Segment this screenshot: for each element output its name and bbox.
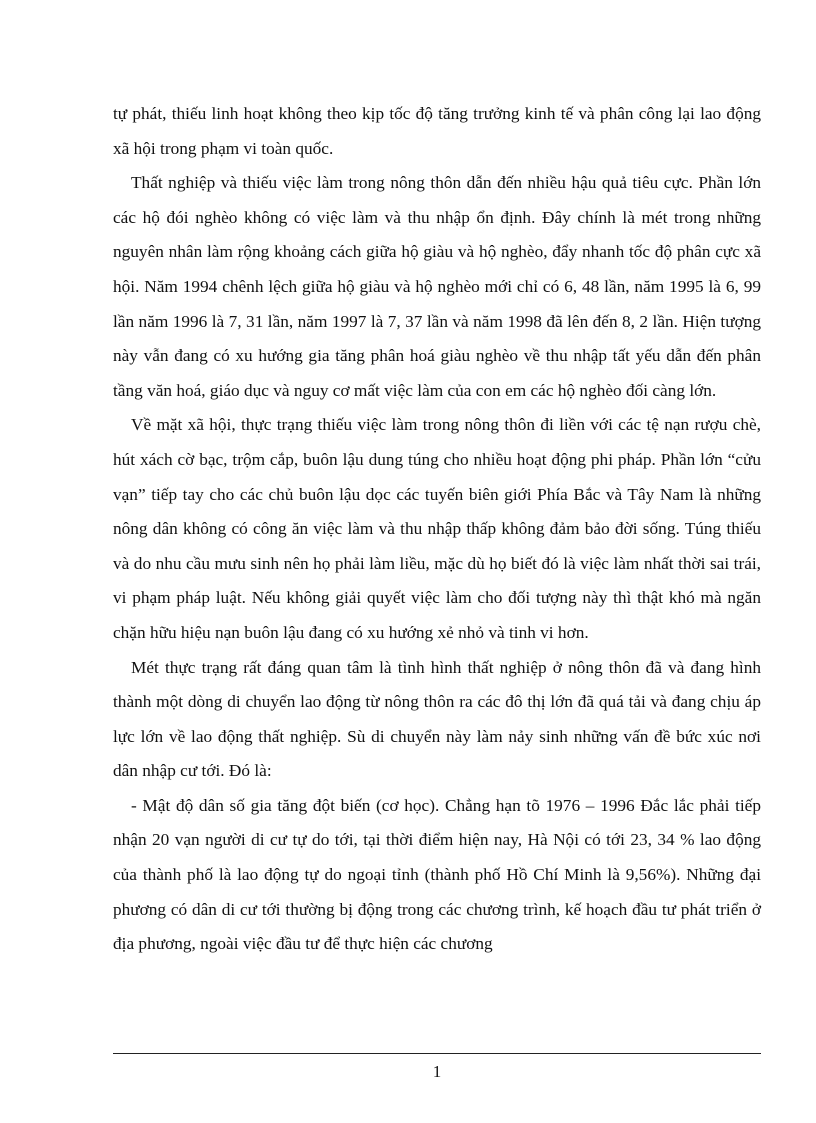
paragraph-5-bullet: - Mật độ dân số gia tăng đột biến (cơ học). Chẳng hạn tõ 1976 – 1996 Đắc lắc phải tiếp nhận 20 vạn người di cư tự do tới, tại thời điểm hiện nay, Hà Nội có tới 23, 34 % lao động của thành phố là lao động tự do ngoại tỉnh (thành phố Hồ Chí Minh là 9,56%). Những đại phương có dân di cư tới thường bị động trong các chương trình, kế hoạch đầu tư phát triển ở địa phương, ngoài việc đầu tư để thực hiện các chương	[113, 795, 761, 954]
paragraph-1: tự phát, thiếu linh hoạt không theo kịp tốc độ tăng trưởng kinh tế và phân công lại lao động xã hội trong phạm vi toàn quốc.	[113, 104, 761, 158]
footer-divider	[113, 1053, 761, 1054]
body-text	[113, 97, 761, 962]
paragraph-4: Mét thực trạng rất đáng quan tâm là tình hình thất nghiệp ở nông thôn đã và đang hình thành một dòng di chuyển lao động từ nông thôn ra các đô thị lớn đã quá tải và đang chịu áp lực lớn về lao động thất nghiệp. Sù di chuyển này làm nảy sinh những vấn đề bức xúc nơi dân nhập cư tới. Đó là:	[113, 657, 761, 781]
paragraph-3: Về mặt xã hội, thực trạng thiếu việc làm trong nông thôn đi liền với các tệ nạn rượu chè, hút xách cờ bạc, trộm cắp, buôn lậu dung túng cho nhiều hoạt động phi pháp. Phần lớn “cửu vạn” tiếp tay cho các chủ buôn lậu dọc các tuyến biên giới Phía Bắc và Tây Nam là những nông dân không có công ăn việc làm và thu nhập thấp không đảm bảo đời sống. Túng thiếu và do nhu cầu mưu sinh nên họ phải làm liều, mặc dù họ biết đó là việc làm nhất thời sai trái, vi phạm pháp luật. Nếu không giải quyết việc làm cho đối tượng này thì thật khó mà ngăn chặn hữu hiệu nạn buôn lậu đang có xu hướng xẻ nhỏ và tinh vi hơn.	[113, 415, 761, 642]
page-number: 1	[432, 1062, 442, 1081]
paragraph-2: Thất nghiệp và thiếu việc làm trong nông thôn dẫn đến nhiều hậu quả tiêu cực. Phần lớn các hộ đói nghèo không có việc làm và thu nhập ổn định. Đây chính là mét trong những nguyên nhân làm rộng khoảng cách giữa hộ giàu và hộ nghèo, đẩy nhanh tốc độ phân cực xã hội. Năm 1994 chênh lệch giữa hộ giàu và hộ nghèo mới chỉ có 6, 48 lần, năm 1995 là 6, 99 lần năm 1996 là 7, 31 lần, năm 1997 là 7, 37 lần và năm 1998 đã lên đến 8, 2 lần. Hiện tượng này vẫn đang có xu hướng gia tăng phân hoá giàu nghèo về thu nhập tất yếu dẫn đến phân tầng văn hoá, giáo dục và nguy cơ mất việc làm của con em các hộ nghèo đối càng lớn.	[113, 173, 761, 400]
